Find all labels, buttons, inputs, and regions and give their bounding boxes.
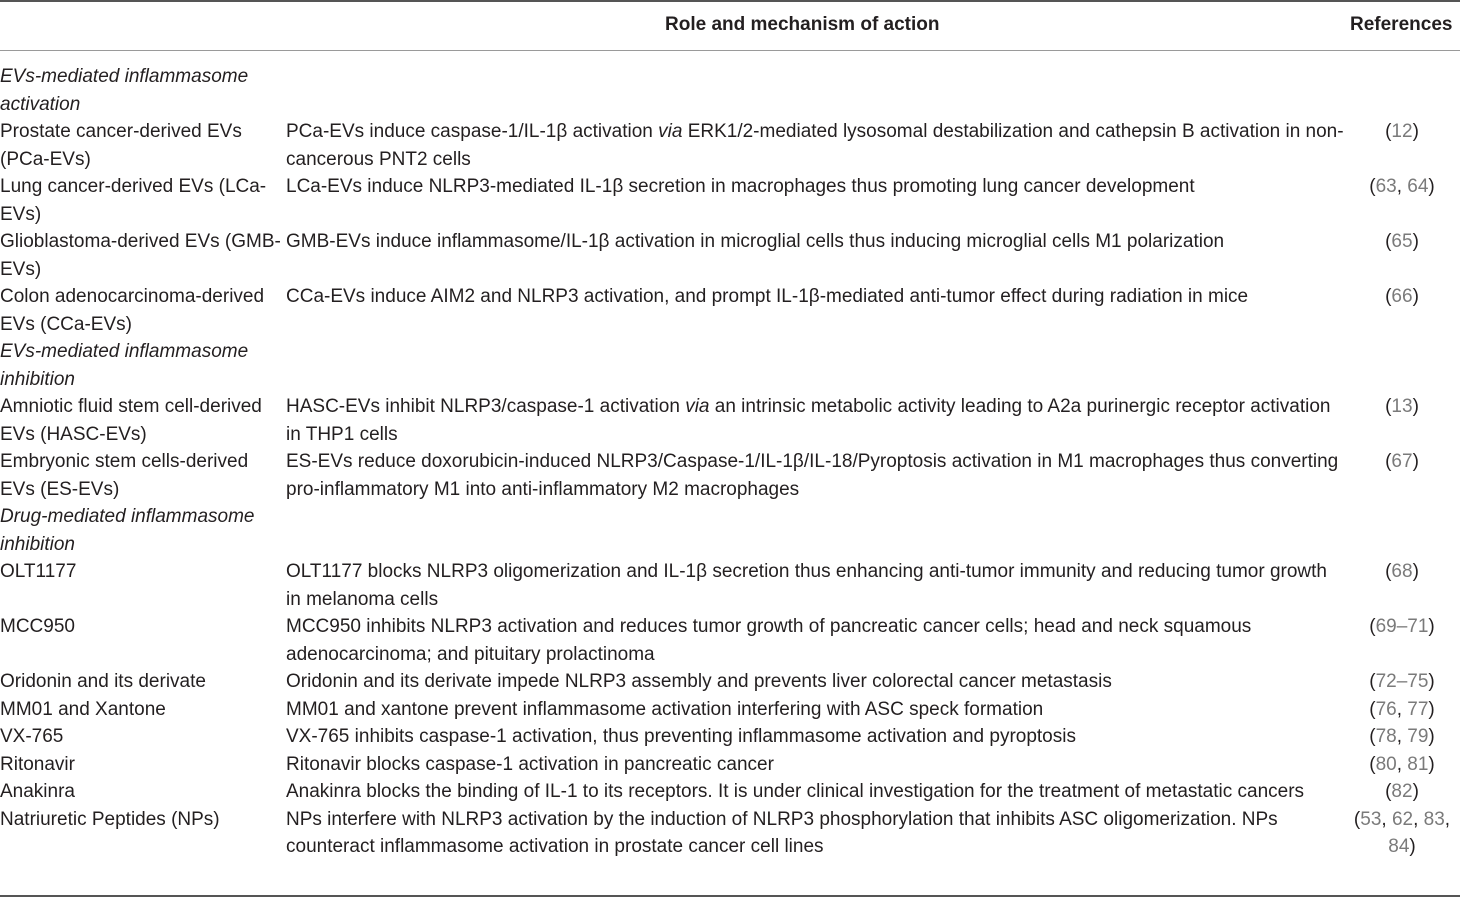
references-cell: (63, 64) [1369, 176, 1435, 197]
reference-link[interactable]: 13 [1391, 396, 1413, 417]
table-row [0, 778, 1460, 806]
table-row [0, 613, 1460, 668]
reference-link[interactable]: 76 [1375, 698, 1397, 720]
table-row [0, 806, 1460, 861]
reference-link[interactable]: 64 [1407, 176, 1429, 197]
section-heading: Drug-mediated inflammasome inhibition [0, 506, 255, 555]
references-cell: (80, 81) [1369, 753, 1435, 775]
table-row [0, 723, 1460, 751]
references-cell: (66) [1385, 286, 1419, 307]
references-cell: (69–71) [1369, 616, 1435, 637]
reference-link[interactable]: 69–71 [1375, 616, 1429, 637]
reference-link[interactable]: 12 [1391, 121, 1413, 142]
role-mechanism-cell: PCa-EVs induce caspase-1/IL-1β activation via ERK1/2-mediated lysosomal destabilization and cathepsin B activation in non-cancerous PNT2 cells [286, 121, 1344, 170]
agent-cell: Anakinra [0, 781, 75, 802]
empty-cell [286, 63, 1344, 118]
section-heading-row [0, 338, 1460, 393]
table-row [0, 558, 1460, 613]
references-cell: (72–75) [1369, 671, 1435, 692]
table-row [0, 696, 1460, 724]
role-mechanism-cell: HASC-EVs inhibit NLRP3/caspase-1 activation via an intrinsic metabolic activity leading to A2a purinergic receptor activation in THP1 cells [286, 396, 1331, 445]
empty-cell [286, 338, 1344, 393]
table-row [0, 668, 1460, 696]
reference-link[interactable]: 53 [1360, 808, 1382, 830]
agent-cell: Lung cancer-derived EVs (LCa-EVs) [0, 176, 267, 225]
section-heading-row [0, 63, 1460, 118]
reference-link[interactable]: 63 [1375, 176, 1397, 197]
reference-link[interactable]: 68 [1391, 561, 1413, 582]
agent-cell: Colon adenocarcinoma-derived EVs (CCa-EVs) [0, 286, 265, 335]
reference-link[interactable]: 67 [1391, 451, 1413, 472]
role-mechanism-cell: CCa-EVs induce AIM2 and NLRP3 activation, and prompt IL-1β-mediated anti-tumor effect during radiation in mice [286, 286, 1249, 307]
role-mechanism-cell: VX-765 inhibits caspase-1 activation, thus preventing inflammasome activation and pyroptosis [286, 726, 1076, 747]
references-cell: (12) [1385, 121, 1419, 142]
reference-link[interactable]: 78 [1375, 726, 1397, 747]
empty-cell [1344, 338, 1460, 393]
reference-link[interactable]: 62 [1391, 808, 1414, 830]
column-header-role: Role and mechanism of action [665, 14, 940, 35]
table-row [0, 283, 1460, 338]
empty-cell [286, 503, 1344, 558]
reference-link[interactable]: 81 [1407, 753, 1429, 775]
table-row [0, 393, 1460, 448]
role-mechanism-cell: NPs interfere with NLRP3 activation by the induction of NLRP3 phosphorylation that inhibits ASC oligomerization. NPs counteract inflammasome activation in prostate cancer cell lines [286, 808, 1278, 857]
reference-link[interactable]: 83 [1423, 808, 1445, 830]
table-bottom-rule [0, 895, 1460, 897]
reference-link[interactable]: 65 [1391, 231, 1413, 252]
table-header [0, 14, 1460, 44]
agent-cell: Prostate cancer-derived EVs (PCa-EVs) [0, 121, 242, 170]
agent-cell: Oridonin and its derivate [0, 671, 206, 692]
agent-cell: VX-765 [0, 726, 64, 747]
reference-link[interactable]: 82 [1391, 781, 1413, 802]
role-mechanism-cell: Oridonin and its derivate impede NLRP3 assembly and prevents liver colorectal cancer metastasis [286, 671, 1112, 692]
role-mechanism-cell: OLT1177 blocks NLRP3 oligomerization and IL-1β secretion thus enhancing anti-tumor immunity and reducing tumor growth in melanoma cells [286, 561, 1327, 610]
table-row [0, 173, 1460, 228]
empty-cell [1344, 503, 1460, 558]
role-mechanism-cell: LCa-EVs induce NLRP3-mediated IL-1β secretion in macrophages thus promoting lung cancer development [286, 176, 1195, 197]
table-row [0, 751, 1460, 779]
reference-link[interactable]: 66 [1391, 286, 1413, 307]
table-row [0, 228, 1460, 283]
references-cell: (67) [1385, 451, 1419, 472]
role-mechanism-cell: GMB-EVs induce inflammasome/IL-1β activation in microglial cells thus inducing microglial cells M1 polarization [286, 231, 1225, 252]
agent-cell: Glioblastoma-derived EVs (GMB-EVs) [0, 231, 281, 280]
role-mechanism-cell: MM01 and xantone prevent inflammasome activation interfering with ASC speck formation [286, 698, 1044, 720]
header-divider-rule [0, 50, 1460, 51]
section-heading-row [0, 503, 1460, 558]
section-heading: EVs-mediated inflammasome inhibition [0, 341, 249, 390]
references-cell: (82) [1385, 781, 1419, 802]
reference-link[interactable]: 77 [1407, 698, 1429, 720]
role-mechanism-cell: MCC950 inhibits NLRP3 activation and reduces tumor growth of pancreatic cancer cells; head and neck squamous adenocarcinoma; and pituitary prolactinoma [286, 616, 1252, 665]
agent-cell: MM01 and Xantone [0, 698, 166, 720]
role-mechanism-cell: ES-EVs reduce doxorubicin-induced NLRP3/Caspase-1/IL-1β/IL-18/Pyroptosis activation in M1 macrophages thus converting pro-inflammatory M1 into anti-inflammatory M2 macrophages [286, 451, 1339, 500]
agent-cell: Amniotic fluid stem cell-derived EVs (HASC-EVs) [0, 396, 262, 445]
references-cell: (13) [1385, 396, 1419, 417]
agent-cell: MCC950 [0, 616, 75, 637]
agent-cell: Embryonic stem cells-derived EVs (ES-EVs) [0, 451, 249, 500]
section-heading: EVs-mediated inflammasome activation [0, 66, 249, 115]
agent-cell: OLT1177 [0, 561, 77, 582]
references-cell: (78, 79) [1369, 726, 1435, 747]
column-header-references: References [1350, 14, 1453, 35]
reference-link[interactable]: 80 [1375, 753, 1397, 775]
references-cell: (76, 77) [1369, 698, 1435, 720]
reference-link[interactable]: 72–75 [1375, 671, 1429, 692]
references-cell: (53, 62, 83, 84) [1353, 808, 1451, 857]
references-cell: (68) [1385, 561, 1419, 582]
agent-cell: Natriuretic Peptides (NPs) [0, 808, 220, 830]
agent-cell: Ritonavir [0, 753, 75, 775]
table-row [0, 118, 1460, 173]
role-mechanism-cell: Ritonavir blocks caspase-1 activation in pancreatic cancer [286, 753, 774, 775]
reference-link[interactable]: 84 [1388, 836, 1410, 857]
role-mechanism-cell: Anakinra blocks the binding of IL-1 to its receptors. It is under clinical investigation for the treatment of metastatic cancers [286, 781, 1305, 802]
table-row [0, 448, 1460, 503]
table-body [0, 63, 1460, 861]
inflammasome-table [0, 63, 1460, 861]
reference-link[interactable]: 79 [1407, 726, 1429, 747]
references-cell: (65) [1385, 231, 1419, 252]
empty-cell [1344, 63, 1460, 118]
table-top-rule [0, 0, 1460, 2]
